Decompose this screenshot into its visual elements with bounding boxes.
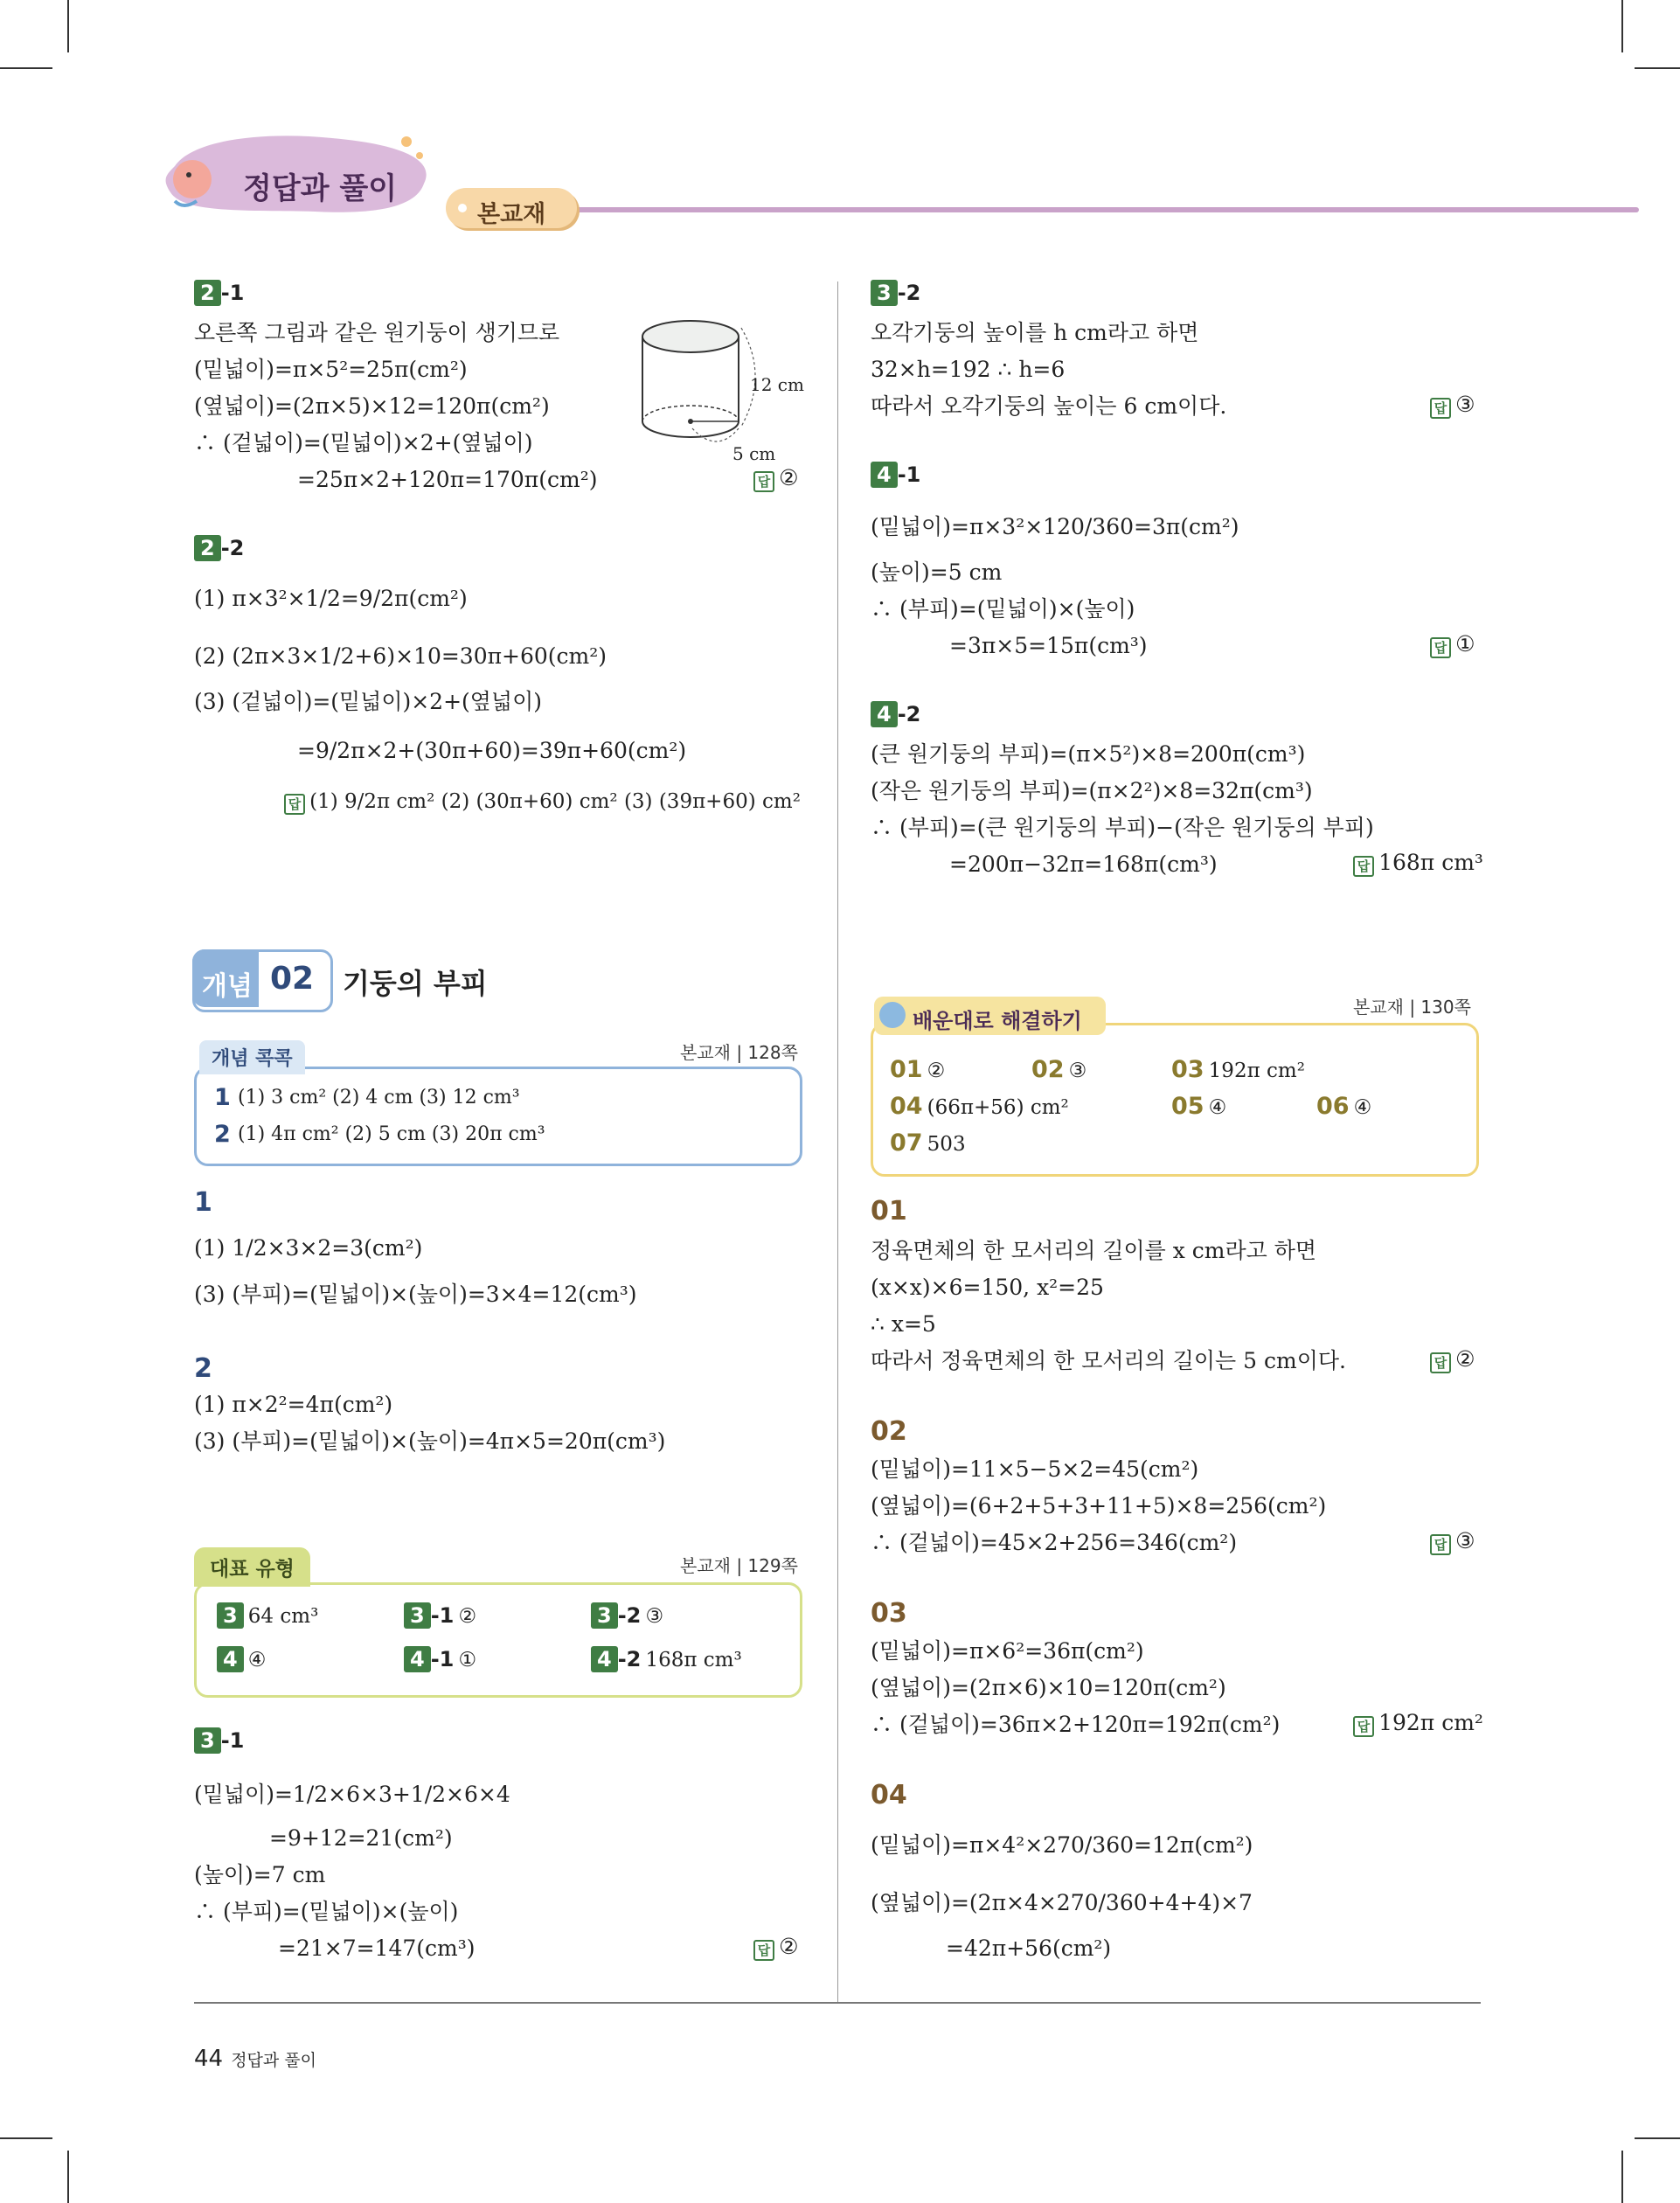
header-title: 정답과 풀이: [243, 171, 398, 206]
solution-line: (1) π×2²=4π(cm²): [194, 1392, 393, 1417]
answer-icon: 답: [1353, 1716, 1374, 1737]
solution-line: (밑넓이)=π×4²×270/360=12π(cm²): [871, 1832, 1253, 1858]
solution-line: (3) (부피)=(밑넓이)×(높이)=4π×5=20π(cm³): [194, 1428, 666, 1454]
item-value: (1) 3 cm² (2) 4 cm (3) 12 cm³: [238, 1087, 520, 1108]
solution-line: (밑넓이)=π×6²=36π(cm²): [871, 1638, 1144, 1664]
solution-line: ∴ (부피)=(밑넓이)×(높이): [194, 1899, 459, 1924]
crop-mark: [67, 0, 69, 52]
solution-line: (높이)=5 cm: [871, 559, 1003, 585]
answer-item: 4 -1 ①: [404, 1646, 476, 1672]
concept-number: 02: [270, 961, 315, 997]
answer-value: ③: [1455, 1528, 1475, 1553]
solution-line: (밑넓이)=11×5−5×2=45(cm²): [871, 1456, 1199, 1482]
solution-line: (옆넓이)=(2π×5)×12=120π(cm²): [194, 393, 550, 419]
question-number: 03: [871, 1598, 907, 1629]
solution-line: 따라서 오각기둥의 높이는 6 cm이다.: [871, 393, 1227, 419]
solution-line: ∴ (겉넓이)=36π×2+120π=192π(cm²): [871, 1712, 1281, 1737]
crop-mark: [1621, 0, 1623, 52]
item-number: 2: [214, 1121, 231, 1148]
problem-suffix: -2: [897, 281, 921, 305]
page-number: 44: [194, 2046, 224, 2072]
solution-line: 오른쪽 그림과 같은 원기둥이 생기므로: [194, 320, 560, 345]
answer-item: 3 -2 ③: [591, 1602, 663, 1629]
solution-number: 1: [194, 1187, 212, 1218]
column-divider: [837, 281, 838, 2004]
solution-line: (옆넓이)=(2π×6)×10=120π(cm²): [871, 1675, 1226, 1700]
review-item: 05 ④: [1171, 1093, 1227, 1120]
review-item: 03 192π cm²: [1171, 1056, 1305, 1083]
answer-value: ②: [779, 465, 799, 490]
solution-line: =25π×2+120π=170π(cm²): [297, 467, 598, 492]
problem-badge: 3: [194, 1727, 221, 1754]
solution-line: (높이)=7 cm: [194, 1862, 326, 1887]
solution-line: (작은 원기둥의 부피)=(π×2²)×8=32π(cm³): [871, 778, 1313, 803]
header-tab-label: 본교재: [477, 201, 546, 228]
answer-value: ①: [1455, 631, 1475, 657]
footer: [194, 2046, 316, 2072]
answer-item: 4 ④: [217, 1646, 266, 1672]
question-number: 02: [871, 1416, 907, 1447]
solution-line: =200π−32π=168π(cm³): [949, 851, 1218, 877]
problem-suffix: -1: [220, 1728, 245, 1753]
footer-label: 정답과 풀이: [231, 2051, 316, 2070]
solution-line: =42π+56(cm²): [946, 1935, 1112, 1961]
answer-icon: 답: [284, 794, 305, 815]
answer-value: 192π cm²: [1378, 1710, 1483, 1735]
answer-value: ③: [1455, 392, 1475, 417]
concept-title: 기둥의 부피: [343, 967, 488, 1000]
solution-line: (2) (2π×3×1/2+6)×10=30π+60(cm²): [194, 643, 607, 669]
question-number: 01: [871, 1196, 907, 1227]
answer-value: 168π cm³: [1378, 850, 1483, 875]
problem-badge: 4: [871, 701, 898, 727]
answer-icon: 답: [1430, 1352, 1451, 1373]
item-value: (1) 4π cm² (2) 5 cm (3) 20π cm³: [238, 1123, 545, 1145]
solution-line: (밑넓이)=π×3²×120/360=3π(cm²): [871, 514, 1239, 539]
concept-check-label: 개념 콕콕: [199, 1040, 305, 1074]
answer-item: 4 -2 168π cm³: [591, 1646, 742, 1672]
solution-line: (3) (겉넓이)=(밑넓이)×2+(옆넓이): [194, 689, 542, 714]
crop-mark: [1621, 2151, 1623, 2203]
problem-suffix: -2: [897, 702, 921, 726]
answer-icon: 답: [1430, 637, 1451, 658]
solution-line: 32×h=192 ∴ h=6: [871, 357, 1066, 382]
concept-tag: 개념: [202, 971, 253, 1002]
solution-line: (밑넓이)=π×5²=25π(cm²): [194, 357, 468, 382]
problem-badge: 4: [871, 462, 898, 488]
answer-icon: 답: [1353, 856, 1374, 877]
solution-number: 2: [194, 1353, 212, 1384]
problem-suffix: -1: [897, 462, 921, 487]
figure-label-height: 12 cm: [750, 374, 804, 395]
header-tab: [446, 188, 577, 228]
problem-badge: 3: [871, 280, 898, 306]
problem-suffix: -1: [220, 281, 245, 305]
question-number: 04: [871, 1780, 907, 1810]
tab-icon: [458, 204, 467, 212]
solution-line: =9+12=21(cm²): [269, 1825, 453, 1851]
footer-rule: [194, 2002, 1481, 2004]
problem-badge: 2: [194, 280, 221, 306]
review-item: 07 503: [890, 1129, 966, 1157]
solution-line: ∴ (부피)=(큰 원기둥의 부피)−(작은 원기둥의 부피): [871, 815, 1374, 840]
crop-mark: [0, 67, 52, 69]
section-ref: 본교재 | 130쪽: [1353, 997, 1471, 1018]
solution-line: (x×x)×6=150, x²=25: [871, 1275, 1104, 1300]
answer-icon: 답: [1430, 1534, 1451, 1555]
representative-label: 대표 유형: [194, 1547, 310, 1587]
review-item: 02 ③: [1031, 1056, 1087, 1083]
crop-mark: [1635, 2137, 1680, 2139]
concept-tag-box: [192, 949, 333, 1012]
solution-line: ∴ (겉넓이)=45×2+256=346(cm²): [871, 1530, 1238, 1555]
section-ref: 본교재 | 128쪽: [680, 1042, 798, 1063]
solution-line: 따라서 정육면체의 한 모서리의 길이는 5 cm이다.: [871, 1348, 1346, 1373]
header-rule: [559, 207, 1639, 212]
solution-line: ∴ x=5: [871, 1311, 936, 1337]
answer-value: ②: [1455, 1346, 1475, 1372]
solution-line: (밑넓이)=1/2×6×3+1/2×6×4: [194, 1782, 510, 1807]
solution-line: ∴ (겉넓이)=(밑넓이)×2+(옆넓이): [194, 430, 533, 455]
review-item: 04 (66π+56) cm²: [890, 1093, 1069, 1120]
review-item: 01 ②: [890, 1056, 946, 1083]
item-number: 1: [214, 1084, 231, 1111]
solution-line: ∴ (부피)=(밑넓이)×(높이): [871, 596, 1135, 622]
answer-icon: 답: [753, 471, 774, 492]
answer-value: (1) 9/2π cm² (2) (30π+60) cm² (3) (39π+60) cm²: [309, 790, 801, 813]
answer-item: 3 -1 ②: [404, 1602, 476, 1629]
review-label-wrap: [874, 997, 1106, 1035]
solution-line: (3) (부피)=(밑넓이)×(높이)=3×4=12(cm³): [194, 1282, 637, 1307]
solution-line: =9/2π×2+(30π+60)=39π+60(cm²): [297, 738, 687, 763]
section-ref: 본교재 | 129쪽: [680, 1555, 798, 1576]
solution-line: (옆넓이)=(2π×4×270/360+4+4)×7: [871, 1890, 1253, 1915]
review-item: 06 ④: [1316, 1093, 1372, 1120]
crop-mark: [0, 2137, 52, 2139]
answer-item: 3 64 cm³: [217, 1602, 318, 1629]
answer-icon: 답: [753, 1940, 774, 1961]
crop-mark: [1635, 67, 1680, 69]
problem-badge: 2: [194, 535, 221, 561]
problem-suffix: -2: [220, 536, 245, 560]
solution-line: (1) π×3²×1/2=9/2π(cm²): [194, 586, 468, 611]
figure-label-radius: 5 cm: [732, 443, 776, 464]
solution-line: =3π×5=15π(cm³): [949, 633, 1148, 658]
solution-line: 오각기둥의 높이를 h cm라고 하면: [871, 320, 1199, 345]
whale-icon: [879, 1002, 906, 1028]
answer-icon: 답: [1430, 398, 1451, 419]
solution-line: (옆넓이)=(6+2+5+3+11+5)×8=256(cm²): [871, 1493, 1327, 1518]
solution-line: 정육면체의 한 모서리의 길이를 x cm라고 하면: [871, 1238, 1317, 1263]
solution-line: (1) 1/2×3×2=3(cm²): [194, 1235, 423, 1261]
solution-line: =21×7=147(cm³): [278, 1935, 476, 1961]
solution-line: (큰 원기둥의 부피)=(π×5²)×8=200π(cm³): [871, 741, 1306, 767]
answer-value: ②: [779, 1934, 799, 1959]
review-label: 배운대로 해결하기: [913, 1009, 1082, 1033]
crop-mark: [67, 2151, 69, 2203]
